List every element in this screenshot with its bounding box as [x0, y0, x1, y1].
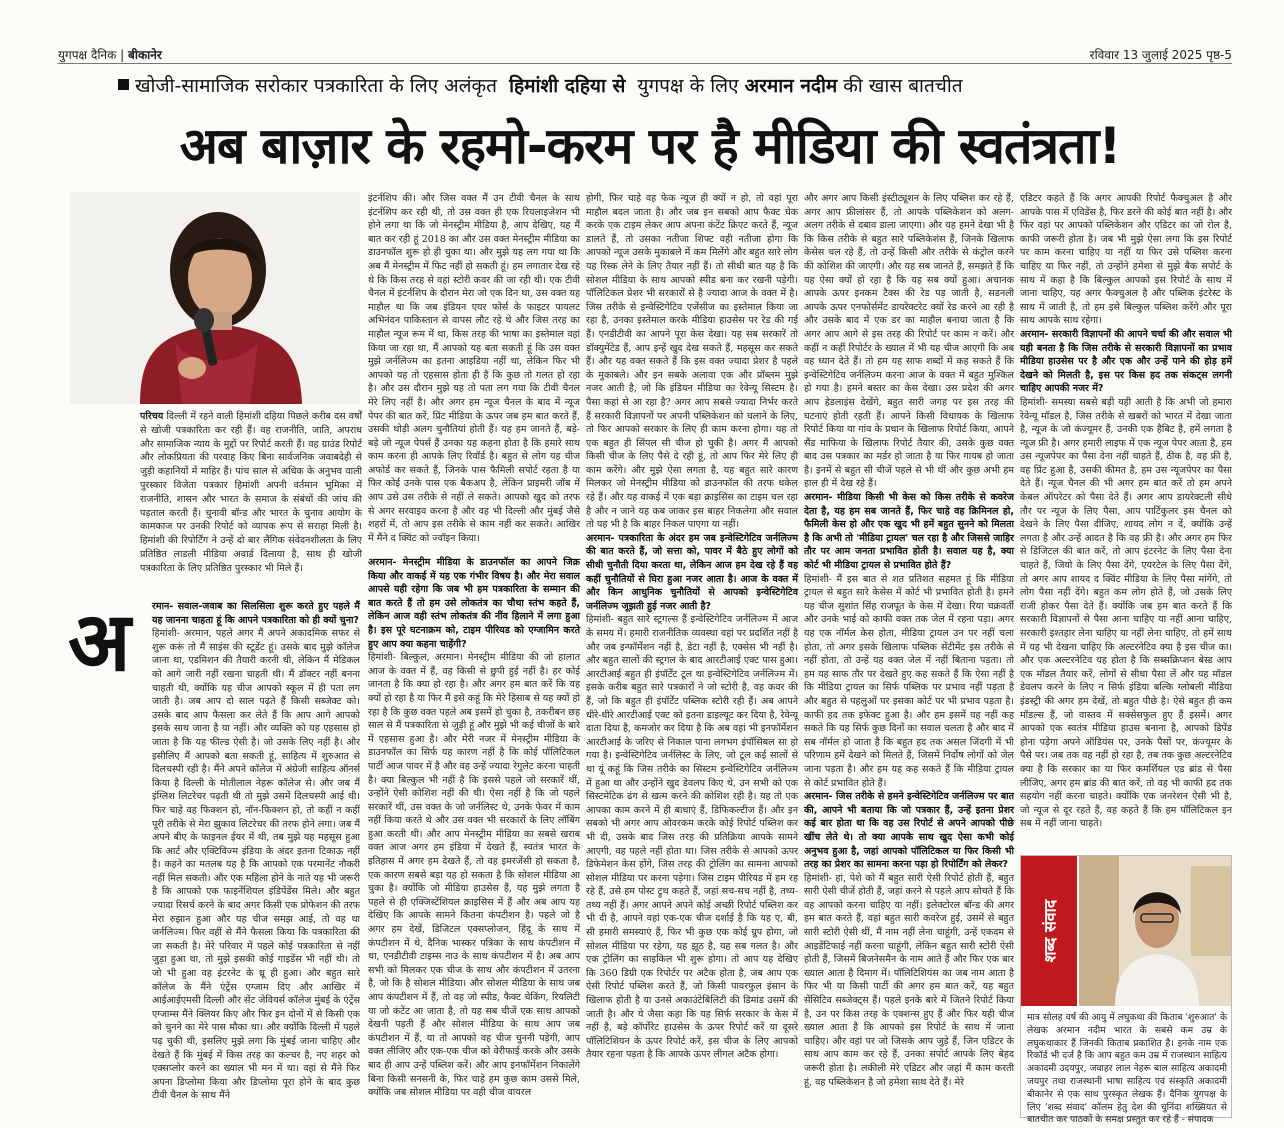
question-paragraph: अरमान- जिस तरीके से हमने इन्वेस्टिगेटिव जर्नलिज्म पर बात की, आपने भी बताया कि जो पत्रकार हैं, उन्हें इतना प्रेशर कई बार होता था कि वह उस रिपोर्ट से अपने आपको पीछे खींच लेते थे। तो क्या आपके साथ खुद ऐसा कभी कोई अनुभव हुआ है, जहां आपको पॉलिटिकल या फिर किसी भी तरह का प्रेशर का सामना करना पड़ा हो रिपोर्टिंग को लेकर? — [804, 791, 1014, 871]
headline: अब बाज़ार के रहमो-करम पर है मीडिया की स्वतंत्रता! — [179, 117, 1121, 175]
profile-box — [140, 410, 362, 580]
author-photo — [1079, 856, 1231, 1006]
speaker-with-microphone-image — [70, 192, 360, 404]
interviewee-photo — [70, 192, 360, 404]
author-portrait-image — [1079, 856, 1231, 1006]
article-column-2b — [368, 556, 580, 1122]
square-bullet-icon — [118, 79, 129, 90]
interviewee-name: हिमांशी दहिया से — [509, 75, 626, 97]
profile-label: परिचय — [140, 411, 164, 422]
question-paragraph: अरमान- मेनस्ट्रीम मीडिया के डाउनफॉल का आपने जिक्र किया और वाकई में यह एक गंभीर विषय है। और मेरा सवाल आपसे यही रहेगा कि जब भी हम पत्रकारिता के सम्मान की बात करते हैं तो हम उसे लोकतंत्र का चौथा स्तंभ कहते हैं, लेकिन आज वही स्तंभ लोकतंत्र की नींव हिलाने में लगा हुआ है। इस पूरे घटनाक्रम को, टाइम पीरियड को एग्जामिन करते हुए आप क्या कहना चाहेंगी? — [368, 557, 580, 650]
masthead-left: युगपक्ष दैनिक | बीकानेर — [58, 48, 162, 62]
article-column-4 — [804, 192, 1014, 1122]
column-label-text: शब्द संवाद — [1040, 899, 1060, 963]
answer-paragraph: एडिटर कहते हैं कि अगर आपकी रिपोर्ट फैक्चुअल है और आपके पास में एविडेंस है, फिर डरने की कोई बात नहीं है। और फिर वहां पर आपको पब्लिकेशन और एडिटर का जो रोल है, काफी जरूरी होता है। जब भी मुझे ऐसा लगा कि इस रिपोर्ट पर काम करना चाहिए या नहीं या फिर उसे पब्लिश करना चाहिए या फिर नहीं, तो उन्होंने हमेशा से मुझे बैक सपोर्ट के साथ में कहा है कि बिल्कुल आपको इस रिपोर्ट के साथ में जाना चाहिए, यह अगर फैक्चुअल है और पब्लिक इंटरेस्ट के साथ में जाती है, तो हम इसे बिल्कुल पब्लिश करेंगे और पूरा साथ आपके साथ रहेगा। — [1020, 193, 1232, 327]
answer-paragraph: हिमांशी- बहुत सारे स्ट्रगल्स हैं इन्वेस्टिगेटिव जर्नलिज्म में आज के समय में। हमारी राजनीतिक व्यवस्था वहां पर प्रदर्शित नहीं है और जब इन्फॉर्मेशन नहीं है, डेटा नहीं है, एक्सेस भी नहीं है। और बहुत सालों की स्ट्रगल के बाद आरटीआई एक्ट पास हुआ। आरटीआई बहुत ही इंपॉर्टेंट टूल था इन्वेस्टिगेटिव जर्नलिज्म में। इसके करीब बहुत सारे पत्रकारों ने जो स्टोरी है, वह कवर की हैं, जो कि बहुत ही इंपॉर्टेंट पब्लिक स्टोरी रही हैं। अब आपने धीरे-धीरे आरटीआई एक्ट को इतना डाइल्यूट कर दिया है, रेवेन्यू दाता दिया है, कमजोर कर दिया है कि अब वहां भी इनफॉर्मेशन आरटीआई के जरिए से निकाल पाना लगभग इंपॉसिबल सा हो गया है। इन्वेस्टिगेटिव जर्नलिस्ट के लिए, जो टूल कई सालों से था यूं कहूं कि जिस तरीके का सिस्टम इन्वेस्टिगेटिव जर्नलिज्म में हुआ था और उन्होंने खुद डेवलप किए थे, उन सभी को एक सिस्टमेटिक ढंग से खत्म करने की कोशिश रही है। यह तो एक आपका काम करने में ही बाधाएं हैं, डिफिकल्टीज हैं। और इन सबको भी अगर आप ओवरकम करके कोई रिपोर्ट पब्लिश कर भी दी, उसके बाद जिस तरह की प्रतिक्रिया आपके सामने आएगी, वह पहले नहीं होता था। जिस तरीके से आपको ऊपर डिफेमेशन केस होंगे, जिस तरह की ट्रोलिंग का सामना आपको सोशल मीडिया पर करना पड़ेगा। जिस टाइम पीरियड में हम रह रहे हैं, उसे हम पोस्ट ट्रुथ कहते हैं, जहां सच-सच नहीं है, तथ्य-तथ्य नहीं हैं। अगर आपने अपने कोई अच्छी रिपोर्ट पब्लिश कर भी दी है, आपने वहां एक-एक चीज दर्शाई है कि यह ए, बी, सी हमारी समस्याएं हैं, फिर भी कुछ एक कोई ग्रुप होगा, जो सोशल मीडिया पर रहेगा, यह झूठ है, यह सब गलत है। और एक ट्रोलिंग का साइकिल भी शुरू होगा। तो आप यह देखिए कि 360 डिग्री एक रिपोर्टर पर अटैक होता है, जब आप एक ऐसी रिपोर्ट पब्लिश करते हैं, जो किसी पावरफुल इंसान के खिलाफ होती है या उनसे अकाउंटेबिलिटी की डिमांड उसमें की जाती है। और ये जैसा कहा कि यह सिर्फ सरकार के केस में नहीं है, बड़े कॉर्पोरेट हाउसेस के ऊपर रिपोर्ट करें या दूसरे पॉलिटिशियन के ऊपर रिपोर्ट करें, इस चीज के लिए आपको तैयार रहना पड़ता है कि आपके ऊपर लीगल अटैक होगा। — [586, 614, 798, 1061]
kicker-part1: खोजी-सामाजिक सरोकार पत्रकारिता के लिए अलंकृत — [135, 75, 497, 97]
article-column-1 — [152, 600, 360, 1122]
kicker — [118, 72, 1238, 102]
answer-paragraph: हिमांशी- अरमान, पहले अगर मैं अपने अकादमिक सफर से शुरू करूं तो मैं साइंस की स्टूडेंट हूं। उसके बाद मुझे कॉलेज जाना था, एडमिशन की तैयारी करनी थी, लेकिन मैं मेडिकल को आगे जारी नहीं रखना चाहती थी। मैं डॉक्टर नहीं बनना चाहती थी, क्योंकि यह चीज आपको स्कूल में ही पता लग जाती है। जब आप दो साल पढ़ते हैं किसी सब्जेक्ट को। उसके बाद आप फैसला कर लेते हैं कि आप आगे आपको इसके साथ जाना है या नहीं। और व्यक्ति को यह एहसास हो जाता है कि यह फील्ड ऐसी है। जो उसके लिए नहीं है। और इसीलिए मैं आपको बता सकती हूं, साहित्य में शुरुआत से दिलचस्पी रही है। मैंने अपने कॉलेज में अंग्रेजी साहित्य ऑनर्स किया है दिल्ली के मोतीलाल नेहरू कॉलेज से। और जब मैं इंग्लिश लिटरेचर पढ़ती थी तो मुझे उसमें दिलचस्पी आई थी। फिर चाहे वह फिक्शन हो, नॉन-फिक्शन हो, तो कहीं न कहीं पूरी तरीके से मेरा झुकाव लिटरेचर की तरफ होने लगा। जब मैं अपने बीए के फाइनल ईयर में थी, तब मुझे यह महसूस हुआ कि आर्ट और एक्टिविज्म इंडिया के अंदर इतना टिकाऊ नहीं है। कहने का मतलब यह है कि आपको एक परमानेंट नौकरी नहीं मिल सकती। और एक महिला होने के नाते यह भी जरूरी है कि आपको एक फाइनेंशियल इंडिपेंडेंस मिले। और बहुत ज्यादा रिसर्च करने के बाद अगर किसी एक प्रोफेशन की तरफ मेरा रुझान हुआ और यह चीज समझ आई, तो वह था जर्नलिज्म। फिर वहीं से मैंने फैसला किया कि पत्रकारिता की जा सकती है। मेरे परिवार में पहले कोई पत्रकारिता से नहीं जुड़ा हुआ था, तो मुझे इसकी कोई गाइडेंस भी नहीं थी। तो जो भी हुआ वह इंटरनेट के थ्रू ही हुआ। और बहुत सारे कॉलेज के मैंने एंट्रेंस एग्जाम दिए और आखिर में आईआईएमसी दिल्ली और सेंट जेवियर्स कॉलेज मुंबई के एंट्रेंस एग्जाम्स मैंने क्लियर किए और फिर इन दोनों में से किसी एक को चुनने का मेरे पास मौका था। और क्योंकि दिल्ली में पहले पढ़ चुकी थी, इसलिए मुझे लगा कि मुंबई जाना चाहिए और देखते हैं कि मुंबई में किस तरह का कल्चर है, नए शहर को एक्सप्लोर करने का ख्याल भी मन में था। वहां से मैंने फिर अपना डिप्लोमा किया और डिप्लोमा पूरा होने के बाद कुछ टीवी चैनल के साथ मैंने — [152, 628, 360, 1102]
article-column-2 — [368, 192, 580, 550]
question-paragraph: अरमान- सरकारी विज्ञापनों की आपने चर्चा की और सवाल भी यही बनता है कि जिस तरीके से सरकारी विज्ञापनों का प्रभाव मीडिया हाउसेस पर है और एक और उन्हें पाने की होड़ हमें देखने को मिलती है, इस पर किस हद तक संकट्स लगनी चाहिए आपकी नजर में? — [1020, 328, 1232, 395]
author-box — [1020, 855, 1232, 1126]
paper-name: युगपक्ष दैनिक — [58, 48, 117, 62]
answer-paragraph: हिमांशी- हां, पेशे को मैं बहुत सारी ऐसी रिपोर्ट होती हैं, बहुत सारी ऐसी चीजें होती हैं, जहां करने से पहले आप सोचते हैं कि वह आपको करना चाहिए या नहीं। इलेक्टोरल बॉन्ड की अगर हम बात करते हैं, वहां बहुत सारी कवरेज हुई, उसमें से बहुत सारी स्टोरी ऐसी थीं, मैं नाम नहीं लेना चाहूंगी, उन्हें एकदम से आइडेंटिफाई नहीं करना चाहूंगी, लेकिन बहुत सारी स्टोरी ऐसी होती हैं, जिसमें बिजनेसमैन के नाम आते हैं और फिर एक बार ख्याल आता है दिमाग में। पॉलिटिशियंस का जब नाम आता है फिर भी या किसी पार्टी की अगर हम बात करें, यह बहुत सेंसिटिव सब्जेक्ट्स हैं। पहले इनके बारे में जितने रिपोर्ट किया है, उन पर किस तरह के एक्शन्स हुए हैं और फिर यही चीज ख्याल आता है कि आपको इस रिपोर्ट के साथ में जाना चाहिए। और वहां पर जो जिसके आप जुड़े हैं, जिन एडिटर के साथ आप काम कर रहे हैं, उनका सपोर्ट आपके लिए बेहद जरूरी होता है। लकीली मेरे एडिटर और जहां मैं काम करती हूं, वह पब्लिकेशन है जो हमेशा साथ देते हैं। मेरे — [804, 872, 1014, 1088]
article-column-5 — [1020, 192, 1232, 842]
masthead-date: रविवार 13 जुलाई 2025 पृष्ठ-5 — [1089, 48, 1232, 62]
answer-paragraph: हिमांशी- बिल्कुल, अरमान। मेनस्ट्रीम मीडिया की जो हालात आज के वक्त में हैं, वह किसी से छुपी हुई नहीं है। हर कोई जानता है कि क्या हो रहा है। और अगर हम बात करें कि यह क्यों हो रहा है या फिर मैं इसे कहूं कि मेरे हिसाब से यह क्यों हो रहा है कि कुछ वक्त पहले अब इसमें हो चुका है, तकरीबन छह साल से मैं पत्रकारिता से जुड़ी हूं और मुझे भी कई चीजों के बारे में एहसास हुआ है। और मेरी नजर में मेनस्ट्रीम मीडिया के डाउनफॉल का सिर्फ यह कारण नहीं है कि कोई पॉलिटिकल पार्टी आज पावर में है और वह उन्हें ज्यादा रेगुलेट करना चाहती है। क्या बिल्कुल भी नहीं है कि इससे पहले जो सरकारें थीं, उन्होंने ऐसी कोशिश नहीं की थी। ऐसा नहीं है कि जो पहले सरकारें थीं, उस वक्त के जो जर्नलिस्ट थे, उनके फेवर में काम नहीं किया करते थे और उस वक्त भी सरकारों के लिए लॉबिंग हुआ करती थी। और आप मेनस्ट्रीम मीडिया का सबसे खराब वक्त आज अगर हम इंडिया में देखते हैं, स्वतंत्र भारत के इतिहास में अगर हम देखते हैं, तो वह इमरजेंसी हो सकता है, एक कारण सबसे बड़ा यह हो सकता है कि सोशल मीडिया आ चुका है। क्योंकि जो मीडिया हाउसेस हैं, यह मुझे लगता है पहले से ही एक्जिस्टेंशियल क्राइसिस में हैं और अब आप यह देखिए कि आपके सामने कितना कंपटीशन है। पहले जो है अगर हम देखें, डिजिटल एक्सप्लोजन, हिंदू के साथ में कंपटीशन में थे, दैनिक भास्कर पत्रिका के साथ कंपटीशन में था, एनडीटीवी टाइम्स नाउ के साथ कंपटीशन में है। अब आप सभी को मिलकर एक चीज के साथ और कंपटीशन में उतरना है, जो कि है सोशल मीडिया। और सोशल मीडिया के साथ जब आप कंपटीशन में हैं, तो वह जो स्पीड, फैक्ट चेकिंग, रियलिटी या जो कंटेंट आ जाता है, तो यह सब चीजें एक साथ आपको देखनी पड़ती हैं और सोशल मीडिया के साथ आप जब कंपटीशन में हैं, या तो आपको वह चीज चुननी पड़ेगी, आप वक्त लीजिए और एक-एक चीज को वेरीफाई करके और उसके बाद ही आप उन्हें पब्लिश करें। और आप इनफॉर्मेशन निकालेंगे बिना किसी सनसनी के, फिर चाहे हम कुछ काम उससे मिले, क्योंकि जब सोशल मीडिया पर वही चीज वायरल — [368, 652, 580, 1099]
answer-paragraph: इंटर्नशिप की। और जिस वक्त मैं उन टीवी चैनल के साथ इंटर्नशिप कर रही थी, तो उस वक्त ही एक रियलाइजेशन भी होने लगा था कि जो मेनस्ट्रीम मीडिया है, आप देखिए, यह मैं बात कर रही हूं 2018 का और उस वक्त मेनस्ट्रीम मीडिया का डाउनफॉल शुरू हो ही चुका था। और मुझे यह लग गया था कि अब मैं मेनस्ट्रीम में फिट नहीं हो सकती हूं। हम लगातार देख रहे थे कि किस तरह से वहां स्टोरी कवर की जा रही थी। एक टीवी चैनल में इंटर्नशिप के दौरान मेरा जो एक दिन था, उस वक्त यह माहौल था कि जब इंडियन एयर फोर्स के फाइटर पायलट अभिनंदन पाकिस्तान से वापस लौट रहे थे और जिस तरह का माहौल न्यूज रूम में था, किस तरह की भाषा का इस्तेमाल वहां किया जा रहा था, मैं आपको यह बता सकती हूं कि उस वक्त मुझे जर्नलिज्म का इतना आइडिया नहीं था, लेकिन फिर भी आपको यह तो एहसास होता ही है कि कुछ तो गलत हो रहा है। और उस दौरान मुझे यह तो पता लग गया कि टीवी चैनल मेरे लिए नहीं है। और अगर हम न्यूज चैनल के बाद में न्यूज पेपर की बात करें, प्रिंट मीडिया के ऊपर जब हम बात करते हैं, उसकी थोड़ी अलग चुनौतियां होती हैं। यह हम जानते हैं, बड़े-बड़े जो न्यूज पेपर्स हैं उनका यह कहना होता है कि हमारे साथ काम करना ही आपके लिए रिवॉर्ड है। बहुत से लोग यह चीज अफोर्ड कर सकते हैं, जिनके पास फैमिली सपोर्ट रहता है या फिर कोई उनके पास एक बैकअप है, लेकिन प्राइमरी जॉब में आप उसे उस तरीके से नहीं ले सकते। आपको खुद को तरफ से अगर सरवाइव करना है और वह भी दिल्ली और मुंबई जैसे शहरों में, तो आप इस तरीके से काम नहीं कर सकते। आखिर में मैंने द क्विंट को ज्वॉइन किया। — [368, 193, 580, 544]
article-column-3 — [586, 192, 798, 1122]
masthead — [58, 44, 1232, 64]
answer-paragraph: हिमांशी- मैं इस बात से शत प्रतिशत सहमत हूं कि मीडिया ट्रायल से बहुत सारे केसेस में कोर्ट भी प्रभावित होती है। हमने यह चीज सुशांत सिंह राजपूत के केस में देखा। रिया चक्रवर्ती और उनके भाई को काफी वक्त तक जेल में रहना पड़ा। अगर यह एक नॉर्मल केस होता, मीडिया ट्रायल उन पर नहीं चला होता, तो अगर इसके खिलाफ पब्लिक सेंटीमेंट इस तरीके से नहीं होता, तो उन्हें यह वक्त जेल में नहीं बिताना पड़ता। तो हम यह साफ तौर पर देखते हुए कह सकते हैं कि ऐसा नहीं है कि मीडिया ट्रायल का सिर्फ पब्लिक पर प्रभाव नहीं पड़ता है और बहुत से पहलुओं पर इसका कोर्ट पर भी प्रभाव पड़ता है। काफी हद तक इफेक्ट हुआ है। और हम इसमें यह नहीं कह सकते कि यह सिर्फ कुछ दिनों का सवाल चलता है और बाद में सब नॉर्मल हो जाता है कि बहुत हद तक असल जिंदगी में भी परिणाम हमें देखने को मिलते हैं, जिसमें निर्दोष लोगों को जेल जाना पड़ता है। और हम यह कह सकते हैं कि मीडिया ट्रायल से कोर्ट प्रभावित होते हैं। — [804, 573, 1014, 789]
answer-paragraph: होगी, फिर चाहे वह फेक न्यूज ही क्यों न हो, तो वहां पूरा माहौल बदल जाता है। और जब इन सबको आप फैक्ट चेक करके एक टाइम लेकर आप अपना कंटेंट क्रिएट करते हैं, न्यूज डालते हैं, तो उसका नतीजा शिफ्ट वही नतीजा होगा कि आपको न्यूज उसके मुकाबले में कम मिलेंगे और बहुत सारे लोग यह रिस्क लेने के लिए तैयार नहीं हैं। तो सीधी बात यह है कि सोशल मीडिया के साथ आपको स्पीड बना कर रखनी पड़ेगी। पॉलिटिकल प्रेशर भी सरकारों से है ज्यादा आज के वक्त में है। जिस तरीके से इन्वेस्टिगेटिव एजेंसीज का इस्तेमाल किया जा रहा है, उनका इस्तेमाल करके मीडिया हाउसेस पर रेड की गई हैं। एनडीटीवी का आपने पूरा केस देखा। यह सब सरकारें तो डॉक्युमेंटेड हैं, आप इन्हें खुद देख सकते हैं, महसूस कर सकते हैं। और यह वक्त सकते हैं कि इस वक्त ज्यादा प्रेशर है पहले के मुकाबले। और इन सबके अलावा एक और प्रॉब्लम मुझे नजर आती है, जो कि इंडियन मीडिया का रेवेन्यू सिस्टम है। पैसा कहां से आ रहा है? अगर आप सबसे ज्यादा निर्भर करते हैं सरकारी विज्ञापनों पर अपनी पब्लिकेशन को चलाने के लिए, तो फिर आपको सरकार के लिए ही काम करना होगा। यह तो एक बहुत ही सिंपल सी चीज हो चुकी है। अगर मैं आपको किसी चीज के लिए पैसे दे रही हूं, तो आप फिर मेरे लिए ही काम करेंगे। और मुझे ऐसा लगता है, यह बहुत सारे कारण मिलकर जो मेनस्ट्रीम मीडिया को डाउनफॉल की तरफ धकेल रहे हैं। और यह वाकई में एक बड़ा क्राइसिस का टाइम चल रहा है और न जाने यह कब जाकर इस बाहर निकलेगा और सवाल तो यह भी है कि बाहर निकल पाएगा या नहीं। — [586, 193, 798, 531]
kicker-part3: की खास बातचीत — [843, 75, 963, 97]
profile-text: दिल्ली में रहने वाली हिमांशी दहिया पिछले करीब दस वर्षों से खोजी पत्रकारिता कर रही हैं। वह राजनीति, जाति, अपराध और सामाजिक न्याय के मुद्दों पर रिपोर्ट करती हैं। वह ग्राउंड रिपोर्ट और लोकप्रियता की परवाह किए बिना सार्वजनिक जवाबदेही से जुड़ी कहानियों में माहिर हैं। पांच साल से अधिक के अनुभव वाली पुरस्कार विजेता पत्रकार हिमांशी अपनी वर्तमान भूमिका में राजनीति, शासन और भारत के समाज के संबंधों की जांच की पड़ताल करती हैं। चुनावी बॉन्ड और भारत के चुनाव आयोग के कामकाज पर उनकी रिपोर्ट को व्यापक रूप से सराहा मिली है। हिमांशी की रिपोर्टिंग ने उन्हें दो बार लैंगिक संवेदनशीलता के लिए प्रतिष्ठित लाडली मीडिया अवार्ड दिलाया है, साथ ही खोजी पत्रकारिता के लिए प्रतिष्ठित पुरस्कार भी मिले हैं। — [140, 411, 362, 574]
question-paragraph: रमान- सवाल-जवाब का सिलसिला शुरू करते हुए पहले मैं यह जानना चाहता हूं कि आपने पत्रकारिता को ही क्यों चुना? — [152, 601, 360, 626]
answer-paragraph: और अगर आप किसी इंस्टीट्यूशन के लिए पब्लिश कर रहे हैं, अगर आप फ्रीलांसर हैं, तो आपके पब्लिकेशन को अलग-अलग तरीके से दबाव डाला जाएगा। और यह हमने देखा भी है कि किस तरीके से बहुत सारे पब्लिकेशंस हैं, जिनके खिलाफ केसेस चल रहे हैं, तो उन्हें किसी और तरीके से कंट्रोल करने की कोशिश की जाएगी। और यह सब जानते हैं, समझते हैं कि यह ऐसा क्यों हो रहा है कि यह सब क्यों हुआ। अचानक आपके ऊपर इनकम टैक्स की रेड पड़ जाती है, सडनली आपके ऊपर एनफोर्समेंट डायरेक्टरेट क्यों रेड करने आ रही है और उसके बाद में एक डर का माहौल बनाया जाता है कि अगर आप आगे से इस तरह की रिपोर्ट पर काम न करें। और कहीं न कहीं रिपोर्टर के ख्याल में भी यह चीज आएगी कि अब वह ध्यान देते हैं। तो हम यह साफ शब्दों में कह सकते हैं कि इन्वेस्टिगेटिव जर्नलिज्म करना आज के वक्त में बहुत मुश्किल हो गया है। हमने बस्तर का केस देखा। उस प्रदेश की अगर आप हेडलाइंस देखेंगे, बहुत सारी जगह पर इस तरह की घटनाएं होती रहती हैं। आपने किसी विधायक के खिलाफ रिपोर्ट किया या गांव के प्रधान के खिलाफ रिपोर्ट किया, आपने सैंड माफिया के खिलाफ रिपोर्ट तैयार की, उसके कुछ वक्त बाद उस पत्रकार का मर्डर हो जाता है या फिर गायब हो जाता है। इनमें से बहुत सी चीजें पहले से भी थीं और कुछ अभी हम हाल ही में देख रहे हैं। — [804, 193, 1014, 490]
column-label — [1021, 856, 1077, 1006]
question-paragraph: अरमान- मीडिया किसी भी केस को किस तरीके से कवरेज देता है, यह हम सब जानते हैं, फिर चाहे वह क्रिमिनल हो, फैमिली केस हो और एक खुद भी हमें बहुत सुनने को मिलता है कि अभी तो 'मीडिया ट्रायल' चल रहा है और जिससे जाहिर तौर पर आम जनता प्रभावित होती है। सवाल यह है, क्या कोर्ट भी मीडिया ट्रायल से प्रभावित होते हैं? — [804, 492, 1014, 572]
kicker-part2: युगपक्ष के लिए — [637, 75, 739, 97]
author-bio: मात्र सोलह वर्ष की आयु में लघुकथा की किताब 'शुरुआत' के लेखक अरमान नदीम भारत के सबसे कम उम्र के लघुकथाकार हैं जिनकी किताब प्रकाशित है। इनके नाम एक रिकॉर्ड भी दर्ज है कि आप बहुत कम उम्र में राजस्थान साहित्य अकादमी उदयपुर, जवाहर लाल नेहरू बाल साहित्य अकादमी जयपुर तथा राजस्थानी भाषा साहित्य एवं संस्कृति अकादमी बीकानेर से एक साथ पुरस्कृत लेखक हैं। दैनिक युगपक्ष के लिए 'शब्द संवाद' कॉलम हेतु देश की चुनिंदा शख्सियत से बातचीत कर पाठकों के समक्ष प्रस्तुत कर रहे हैं - संपादक — [1027, 1012, 1227, 1126]
drop-cap: अ — [68, 595, 131, 690]
edition-city: बीकानेर — [127, 48, 162, 62]
answer-paragraph: हिमांशी- समस्या सबसे बड़ी यही आती है कि अभी जो हमारा रेवेन्यू मॉडल है, जिस तरीके से खबरों को भारत में देखा जाता है, न्यूज के जो कंज्यूमर हैं, उनकी एक हैबिट है, हमें लगता है न्यूज फ्री है। अगर हमारी लाइफ में एक न्यूज पेपर आता है, हम उस न्यूजपेपर का पैसा देना नहीं चाहते हैं, ठीक है, वह फ्री है, वह प्रिंट हुआ है, उसकी कीमत है, हम उस न्यूजपेपर का पैसा देते हैं। न्यूज चैनल की भी अगर हम बात करें तो हम अपने केबल ऑपरेटर को पैसा देते हैं। अगर आप डायरेक्टली सीधे तौर पर न्यूज के लिए पैसा, आप पार्टिकुलर इस चैनल को देखने के लिए पैसा दीजिए, शायद लोग न दें, क्योंकि उन्हें लगता है और उन्हें आदत है कि वह फ्री है। और अगर हम फिर से डिजिटल की बात करें, तो आप इंटरनेट के लिए पैसा देना चाहते हैं, जियो के लिए पैसा देंगे, एयरटेल के लिए पैसा देंगे, तो अगर आप शायद द क्विंट मीडिया के लिए पैसा मांगेंगे, तो लोग पैसा नहीं देंगे। बहुत कम लोग होते हैं, जो उसके लिए राजी होकर पैसा देते हैं। क्योंकि जब हम बात करते हैं कि सरकारी विज्ञापनों से पैसा आना चाहिए या नहीं आना चाहिए, सरकारी इश्तहार लेना चाहिए या नहीं लेना चाहिए, तो हमें साथ में यह भी देखना चाहिए कि अल्टरनेटिव क्या है इस चीज का। और एक अल्टरनेटिव यह होता है कि सब्सक्रिप्शन बेस्ड आप एक मॉडल तैयार करें, लोगों से सीधा पैसा लें और यह मॉडल डेवलप करने के लिए न सिर्फ इंडिया बल्कि ग्लोबली मीडिया इंडस्ट्री की अगर हम देखें, तो बहुत पीछे है। ऐसे बहुत ही कम मॉडल्स हैं, जो वास्तव में सक्सेसफुल हुए हैं इसमें। अगर आपको एक स्वतंत्र मीडिया हाउस बनाना है, आपको डिपेंड होना पड़ेगा अपने ऑडियंस पर, उनके पैसों पर, कंज्यूमर के पैसे पर। जब तक वह नहीं हो रहा है, तब तक कुछ अल्टरनेटिव क्या है कि सरकार का या फिर कमर्शियल एड ब्रांड से पैसा लीजिए, अगर हम ब्रांड की बात करें, तो वह भी काफी हद तक सहयोग नहीं करना चाहते। क्योंकि एक जनरेशन ऐसी भी है, जो न्यूज से दूर रहते हैं, वह कहते हैं कि हम पॉलिटिकल इन सब में नहीं जाना चाहते। — [1020, 396, 1232, 830]
interviewer-name: अरमान नदीम — [744, 75, 838, 97]
question-paragraph: अरमान- पत्रकारिता के अंदर हम जब इन्वेस्टिगेटिव जर्नलिज्म की बात करते हैं, जो सत्ता को, पावर में बैठे हुए लोगों को सीधी चुनौती दिया करता था, लेकिन आज हम देख रहे हैं वह कहीं चुनौतियों से घिरा हुआ नजर आता है। आज के वक्त में और किन आधुनिक चुनौतियों से आपको इन्वेस्टिगेटिव जर्नलिज्म जूझती हुई नजर आती है? — [586, 532, 798, 612]
